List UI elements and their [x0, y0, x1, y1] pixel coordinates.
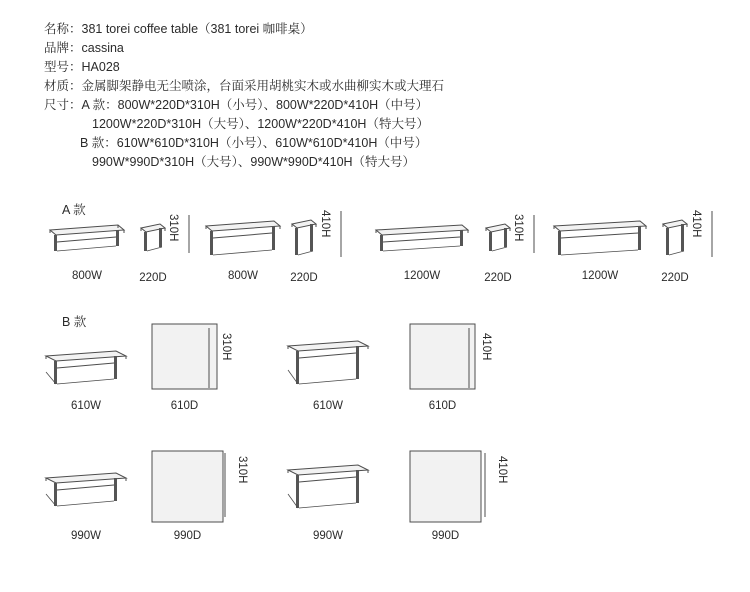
figure-a-small-front [48, 222, 126, 256]
spec-line-size-a2: 1200W*220D*310H（大号）、1200W*220D*410H（特大号） [92, 117, 429, 131]
figure-a-medium-side [291, 218, 317, 260]
group-label-b: B 款 [62, 315, 87, 329]
vlabel-b-large-height: 310H [236, 456, 248, 484]
caption-b-small-front: 610W [70, 400, 102, 412]
spec-line-size-a1: 尺寸：A 款：800W*220D*310H（小号）、800W*220D*410H（中号） [44, 98, 429, 112]
caption-b-large-front: 990W [70, 530, 102, 542]
height-line-b-xlarge [482, 452, 488, 518]
caption-b-small-top: 610D [170, 400, 199, 412]
figure-a-xlarge-front [552, 218, 648, 260]
figure-a-large-side [485, 222, 511, 256]
figure-b-xlarge-front [286, 462, 370, 514]
caption-b-xlarge-top: 990D [431, 530, 460, 542]
caption-b-medium-top: 610D [428, 400, 457, 412]
height-line-a-xlarge [709, 210, 715, 258]
spec-line-size-b2: 990W*990D*310H（大号）、990W*990D*410H（特大号） [92, 155, 416, 169]
spec-line-model: 型号：HA028 [44, 60, 120, 74]
caption-a-medium-side: 220D [290, 272, 318, 284]
caption-a-xlarge-side: 220D [661, 272, 689, 284]
height-line-a-medium [338, 210, 344, 258]
vlabel-b-small-height: 310H [220, 333, 232, 361]
height-line-a-large [531, 214, 537, 254]
figure-a-medium-front [204, 218, 282, 260]
specification-text [44, 20, 444, 172]
spec-line-brand: 品牌：cassina [44, 41, 124, 55]
caption-a-large-side: 220D [484, 272, 512, 284]
caption-a-xlarge-front: 1200W [581, 270, 619, 282]
caption-a-small-front: 800W [71, 270, 103, 282]
height-line-a-small [186, 214, 192, 254]
spec-line-material: 材质：金属脚架静电无尘喷涂，台面采用胡桃实木或水曲柳实木或大理石 [44, 79, 445, 93]
caption-b-xlarge-front: 990W [312, 530, 344, 542]
group-label-a: A 款 [62, 203, 86, 217]
caption-b-large-top: 990D [173, 530, 202, 542]
caption-a-large-front: 1200W [403, 270, 441, 282]
figure-b-medium-front [286, 338, 370, 390]
caption-a-small-side: 220D [139, 272, 167, 284]
vlabel-b-xlarge-height: 410H [496, 456, 508, 484]
spec-line-size-b1: B 款：610W*610D*310H（小号）、610W*610D*410H（中号） [80, 136, 428, 150]
height-line-b-large [222, 452, 228, 518]
figure-b-large-top [151, 450, 224, 523]
vlabel-b-medium-height: 410H [480, 333, 492, 361]
height-line-b-medium [466, 327, 472, 389]
vlabel-a-medium-height: 410H [319, 210, 331, 238]
spec-line-name: 名称：381 torei coffee table（381 torei 咖啡桌） [44, 22, 313, 36]
vlabel-a-small-height: 310H [167, 214, 179, 242]
figure-a-large-front [374, 222, 470, 256]
figure-b-xlarge-top [409, 450, 482, 523]
vlabel-a-large-height: 310H [512, 214, 524, 242]
vlabel-a-xlarge-height: 410H [690, 210, 702, 238]
figure-a-xlarge-side [662, 218, 688, 260]
caption-a-medium-front: 800W [227, 270, 259, 282]
figure-b-large-front [44, 470, 128, 512]
caption-b-medium-front: 610W [312, 400, 344, 412]
figure-a-small-side [140, 222, 166, 256]
height-line-b-small [206, 327, 212, 389]
figure-b-small-front [44, 348, 128, 390]
